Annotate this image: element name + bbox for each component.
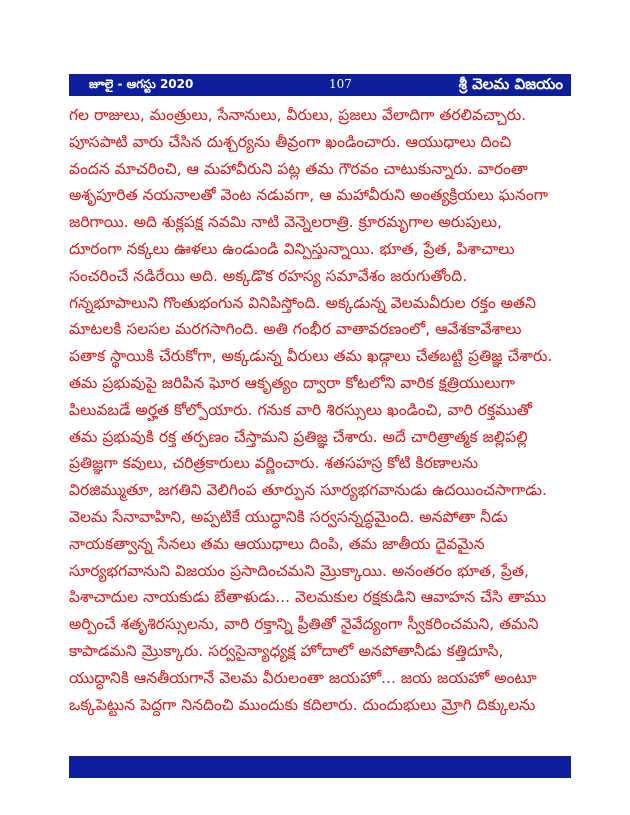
article-line: గల రాజులు, మంత్రులు, సేనానులు, వీరులు, ప్రజలు వేలాదిగా తరలివచ్చారు. (69, 106, 527, 124)
magazine-title: శ్రీ వెలమ విజయం (458, 75, 563, 93)
article-line: పిలువబడే అర్హత కోల్పోయారు. గనుక వారి శిరస్సులు ఖండించి, వారి రక్తముతో (69, 400, 532, 419)
article-line: ఒక్కపెట్టున పెద్దగా నినదించి ముందుకు కదిలారు. దుందుభులు మ్రోగి దిక్కులను (69, 695, 536, 714)
article-line: వందన మాచరించి, ఆ మహావీరుని పట్ల తమ గౌరవం చాటుకున్నారు. వారంతా (69, 159, 528, 178)
article-line: అర్పించే శతృశిరస్సులను, వారి రక్తాన్ని ప్రీతితో నైవేద్యంగా స్వీకరించమని, తమని (69, 615, 539, 634)
article-line: యుద్ధానికి ఆనతీయగానే వెలమ వీరులంతా జయహో... జయ జయహో అంటూ (69, 668, 537, 687)
issue-date: జూలై - ఆగస్టు 2020 (89, 77, 194, 91)
article-line: పతాక స్థాయికి చేరుకోగా, అక్కడున్న వీరులు తమ ఖడ్గాలు చేతబట్టి ప్రతిజ్ఞ చేశారు. (69, 347, 553, 366)
article-line: దూరంగా నక్కలు ఊళలు ఉండుండి విన్పిస్తున్నాయి. భూత, ప్రేత, పిశాచాలు (69, 239, 515, 258)
page-footer-bar (69, 756, 571, 778)
article-line: నాయకత్వాన్న సేనలు తమ ఆయుధాలు దింపి, తమ జాతీయ దైవమైన (69, 534, 485, 553)
article-body (69, 102, 571, 718)
article-line: సూర్యభగవానుని విజయం ప్రసాదించమని మ్రొక్కాయి. అనంతరం భూత, ప్రేత, (69, 561, 529, 580)
article-line: తమ ప్రభువుపై జరిపిన ఘోర ఆకృత్యం ద్వారా కోటలోని వారిక క్షత్రియులుగా (69, 373, 515, 392)
article-line: అశృపూరిత నయనాలతో వెంట నడువగా, ఆ మహావీరుని అంత్యక్రియలు ఘనంగా (69, 186, 549, 205)
article-line: మాటలకి సలసల మరగసాగింది. అతి గంభీర వాతావరణంలో, ఆవేశకావేశాలు (69, 320, 522, 339)
article-line: తమ ప్రభువుకి రక్త తర్పణం చేస్తామని ప్రతిజ్ఞ చేశారు. అదే చారిత్రాత్మక జల్లిపల్లి (69, 427, 528, 446)
page-number: 107 (329, 77, 352, 91)
page-header (69, 74, 571, 96)
article-line: పిశాచాదుల నాయకుడు బేతాళుడు... వెలమకుల రక్షకుడిని ఆవాహన చేసి తాము (69, 588, 547, 607)
article-line: కాపాడమని మ్రొక్కారు. సర్వసైన్యాధ్యక్ష హోదాలో అనపోతానీడు కత్తిదూసి, (69, 641, 504, 660)
article-line: విరజిమ్ముతూ, జగతిని వెలిగింప తూర్పున సూర్యభగవానుడు ఉదయించసాగాడు. (69, 481, 547, 500)
article-line: ప్రతిజ్ఞగా కవులు, చరిత్రకారులు వర్ణించారు. శతసహస్ర కోటి కిరణాలను (69, 454, 479, 473)
article-line: సంచరించే నడిరేయి అది. అక్కడొక రహస్య సమావేశం జరుగుతోంది. (69, 266, 468, 285)
article-line: పూసపాటి వారు చేసిన దుశ్చర్యను తీవ్రంగా ఖండించారు. ఆయుధాలు దించి (69, 132, 512, 151)
article-line: వెలమ సేనావాహిని, అప్పటికే యుద్ధానికి సర్వసన్నద్ధమైంది. అనపోతా నీడు (69, 507, 508, 526)
article-line: గన్నభూపాలుని గొంతుభంగున వినిపిస్తోంది. అక్కడున్న వెలమవీరుల రక్తం అతని (69, 293, 536, 312)
article-line: జరిగాయి. అది శుక్లపక్ష నవమి నాటి వెన్నెలరాత్రి. క్రూరమృగాల అరుపులు, (69, 213, 503, 232)
